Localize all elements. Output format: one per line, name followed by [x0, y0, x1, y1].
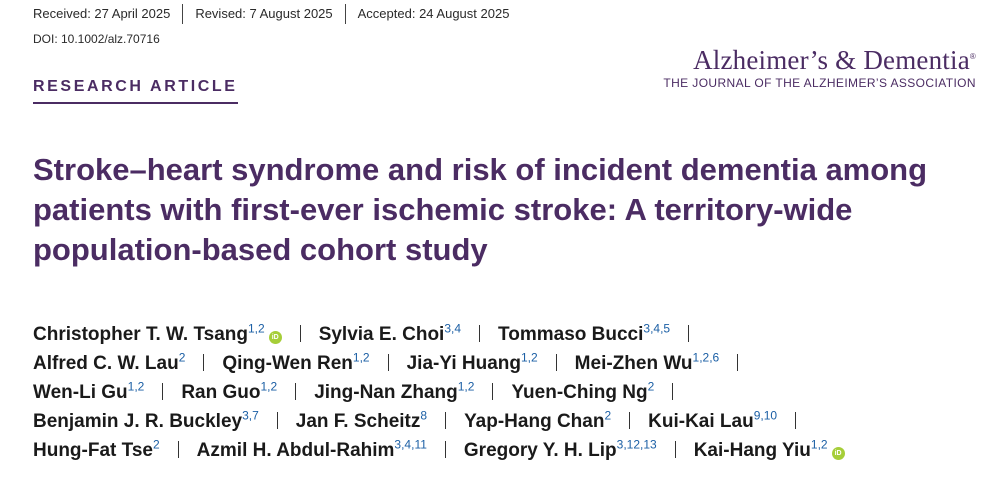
author-separator: [445, 441, 446, 458]
author-separator: [277, 412, 278, 429]
author-name[interactable]: Mei-Zhen Wu: [574, 353, 693, 374]
author-separator: [675, 441, 676, 458]
author-separator: [178, 441, 179, 458]
author-line: [33, 320, 983, 349]
affiliation-link[interactable]: 3,4,5: [643, 321, 671, 336]
journal-name-text: Alzheimer’s & Dementia: [693, 45, 970, 75]
author[interactable]: [406, 350, 538, 374]
orcid-icon[interactable]: iD: [269, 331, 282, 344]
author[interactable]: [33, 379, 145, 403]
author-separator: [737, 354, 738, 371]
author[interactable]: [498, 321, 671, 345]
author-name[interactable]: Yuen-Ching Ng: [511, 382, 648, 403]
author-separator: [300, 325, 301, 342]
affiliation-link[interactable]: 9,10: [753, 408, 778, 423]
author-name[interactable]: Qing-Wen Ren: [222, 353, 353, 374]
author-separator: [295, 383, 296, 400]
author-name[interactable]: Yap-Hang Chan: [464, 411, 605, 432]
affiliation-link[interactable]: 8: [420, 408, 428, 423]
author[interactable]: [295, 408, 428, 432]
author-name[interactable]: Kui-Kai Lau: [648, 411, 754, 432]
journal-name: [663, 42, 976, 75]
author-separator: [388, 354, 389, 371]
author-line: [33, 407, 983, 436]
author[interactable]: [318, 321, 462, 345]
affiliation-link[interactable]: 2: [178, 350, 186, 365]
author-separator: [162, 383, 163, 400]
author[interactable]: [463, 437, 657, 461]
affiliation-link[interactable]: 1,2: [520, 350, 538, 365]
author-name[interactable]: Benjamin J. R. Buckley: [33, 411, 243, 432]
affiliation-link[interactable]: 1,2: [352, 350, 370, 365]
author-separator: [688, 325, 689, 342]
author-separator: [203, 354, 204, 371]
affiliation-link[interactable]: 1,2: [260, 379, 278, 394]
author-name[interactable]: Wen-Li Gu: [33, 382, 128, 403]
author-separator: [795, 412, 796, 429]
author[interactable]: [648, 408, 778, 432]
affiliation-link[interactable]: 1,2: [127, 379, 145, 394]
author-separator: [445, 412, 446, 429]
author-name[interactable]: Ran Guo: [181, 382, 261, 403]
author-separator: [492, 383, 493, 400]
author[interactable]: [196, 437, 427, 461]
accepted-date: Accepted: 24 August 2025: [345, 4, 522, 24]
author-name[interactable]: Jia-Yi Huang: [406, 353, 521, 374]
affiliation-link[interactable]: 1,2: [810, 437, 828, 452]
author-name[interactable]: Sylvia E. Choi: [318, 324, 445, 345]
revised-date: Revised: 7 August 2025: [182, 4, 344, 24]
author-name[interactable]: Alfred C. W. Lau: [33, 353, 179, 374]
author[interactable]: [33, 408, 259, 432]
article-type: RESEARCH ARTICLE: [33, 78, 238, 104]
affiliation-link[interactable]: 3,4: [444, 321, 462, 336]
affiliation-link[interactable]: 1,2,6: [692, 350, 720, 365]
publication-dates: [33, 4, 521, 24]
orcid-icon[interactable]: iD: [832, 447, 845, 460]
author-line: [33, 436, 983, 465]
journal-logo[interactable]: [663, 42, 976, 90]
affiliation-link[interactable]: 1,2: [248, 321, 265, 336]
author[interactable]: [693, 437, 845, 461]
author[interactable]: [511, 379, 655, 403]
affiliation-link[interactable]: 2: [647, 379, 655, 394]
affiliation-link[interactable]: 3,7: [242, 408, 259, 423]
author[interactable]: [464, 408, 612, 432]
author-line: [33, 378, 983, 407]
affiliation-link[interactable]: 3,4,11: [394, 437, 427, 452]
author-list: [33, 320, 983, 465]
author[interactable]: [222, 350, 370, 374]
author-separator: [556, 354, 557, 371]
registered-mark: ®: [969, 52, 976, 61]
author[interactable]: [314, 379, 475, 403]
author-line: [33, 349, 983, 378]
author-separator: [479, 325, 480, 342]
author[interactable]: [33, 350, 186, 374]
author-name[interactable]: Christopher T. W. Tsang: [33, 324, 248, 345]
affiliation-link[interactable]: 3,12,13: [616, 437, 657, 452]
affiliation-link[interactable]: 1,2: [457, 379, 475, 394]
journal-tagline: THE JOURNAL OF THE ALZHEIMER’S ASSOCIATION: [663, 76, 976, 90]
author[interactable]: [33, 321, 282, 345]
affiliation-link[interactable]: 2: [152, 437, 160, 452]
author[interactable]: [574, 350, 720, 374]
author-separator: [672, 383, 673, 400]
author[interactable]: [181, 379, 278, 403]
author-name[interactable]: Jan F. Scheitz: [295, 411, 421, 432]
article-title: Stroke–heart syndrome and risk of incident dementia among patients with first-ever ischemic stroke: A territory-wide population-based cohort study: [33, 152, 928, 267]
author-name[interactable]: Kai-Hang Yiu: [693, 440, 811, 461]
doi[interactable]: DOI: 10.1002/alz.70716: [33, 32, 160, 46]
affiliation-link[interactable]: 2: [604, 408, 612, 423]
author-name[interactable]: Gregory Y. H. Lip: [463, 440, 617, 461]
author[interactable]: [33, 437, 160, 461]
author-name[interactable]: Hung-Fat Tse: [33, 440, 153, 461]
author-name[interactable]: Tommaso Bucci: [498, 324, 644, 345]
author-name[interactable]: Azmil H. Abdul-Rahim: [196, 440, 395, 461]
received-date: Received: 27 April 2025: [33, 6, 171, 21]
author-name[interactable]: Jing-Nan Zhang: [314, 382, 458, 403]
author-separator: [629, 412, 630, 429]
